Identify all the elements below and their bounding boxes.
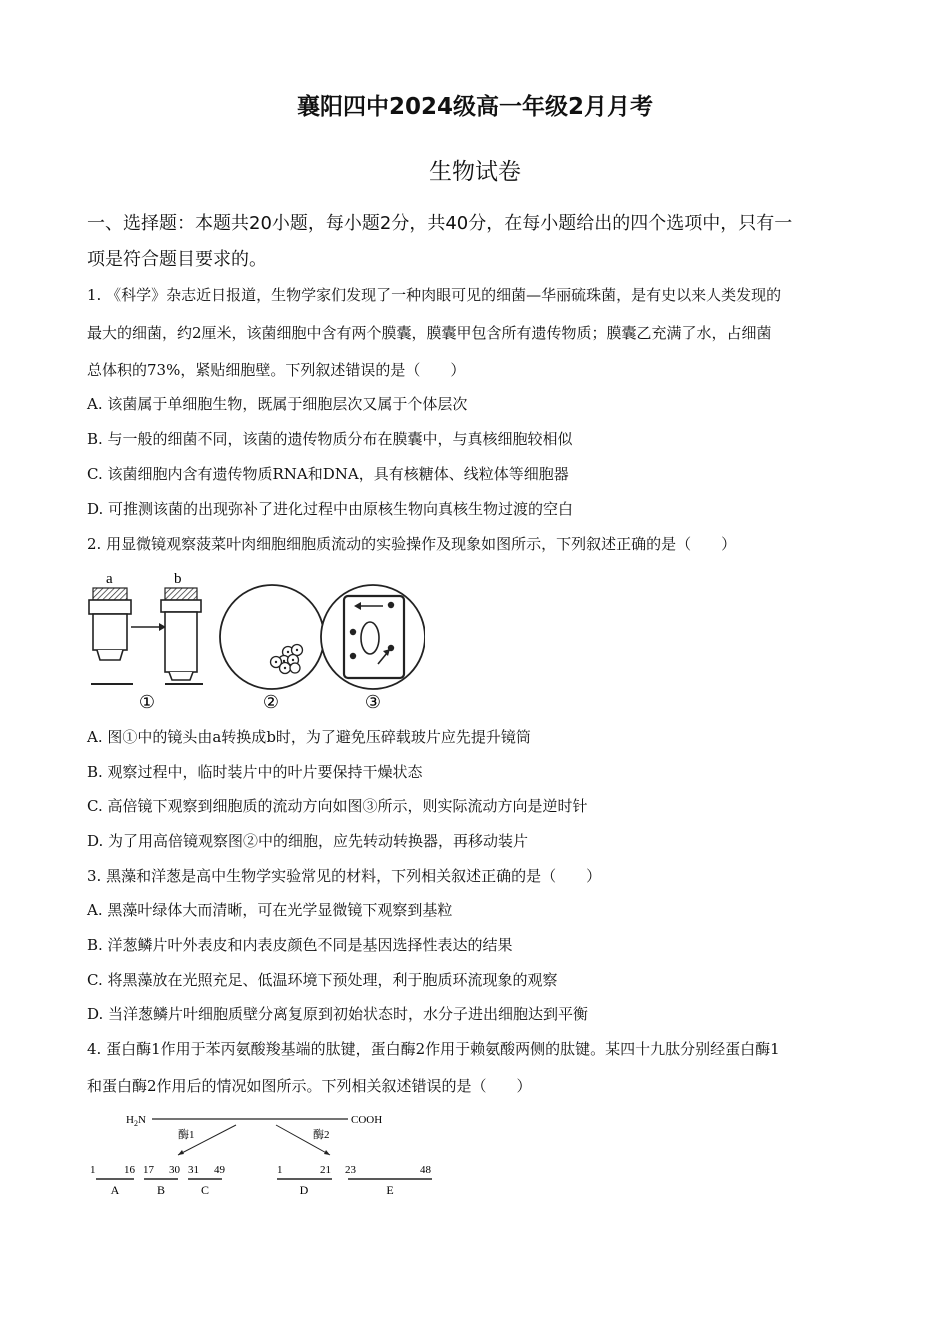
svg-text:E: E: [386, 1183, 394, 1197]
residue-numbers: [90, 1164, 432, 1176]
section-heading-line-2: 项是符合题目要求的。: [87, 249, 267, 270]
q3-option-d: D. 当洋葱鳞片叶细胞质壁分离复原到初始状态时，水分子进出细胞达到平衡: [87, 1005, 589, 1023]
svg-text:A: A: [110, 1183, 120, 1197]
q2-option-b: B. 观察过程中，临时装片中的叶片要保持干燥状态: [87, 763, 423, 781]
section-heading-line-1: 一、选择题：本题共20小题，每小题2分，共40分，在每小题给出的四个选项中，只有一: [87, 213, 793, 234]
lens-label-a: a: [106, 571, 113, 587]
exam-title: 襄阳四中2024级高一年级2月月考: [296, 94, 654, 120]
vacuole: [361, 622, 379, 654]
lens-label-b: b: [174, 571, 182, 587]
svg-text:23: 23: [345, 1164, 356, 1176]
svg-text:B: B: [156, 1183, 166, 1197]
q3-stem-line-1: 3. 黑藻和洋葱是高中生物学实验常见的材料，下列相关叙述正确的是（ ）: [87, 867, 602, 885]
q1-stem-line-1: 1. 《科学》杂志近日报道，生物学家们发现了一种肉眼可见的细菌—华丽硫珠菌，是有史以来人类发现的: [87, 286, 782, 304]
svg-text:1: 1: [90, 1164, 96, 1176]
svg-text:49: 49: [214, 1164, 225, 1176]
svg-text:1: 1: [277, 1164, 283, 1176]
q2-option-a: A. 图①中的镜头由a转换成b时，为了避免压碎载玻片应先提升镜筒: [87, 728, 531, 746]
q2-option-c: C. 高倍镜下观察到细胞质的流动方向如图③所示，则实际流动方向是逆时针: [87, 797, 588, 815]
q4-stem-line-2: 和蛋白酶2作用后的情况如图所示。下列相关叙述错误的是（ ）: [87, 1077, 532, 1095]
q1-stem-line-3: 总体积的73%，紧贴细胞壁。下列叙述错误的是（ ）: [87, 361, 466, 379]
svg-text:D: D: [299, 1183, 309, 1197]
svg-text:17: 17: [143, 1164, 154, 1176]
subject-title: 生物试卷: [429, 159, 521, 185]
q2-option-d: D. 为了用高倍镜观察图②中的细胞，应先转动转换器，再移动装片: [87, 832, 529, 850]
q1-option-a: A. 该菌属于单细胞生物，既属于细胞层次又属于个体层次: [87, 395, 468, 413]
svg-text:31: 31: [188, 1164, 199, 1176]
objective-lens-a: [89, 571, 131, 660]
q3-option-b: B. 洋葱鳞片叶外表皮和内表皮颜色不同是基因选择性表达的结果: [87, 936, 513, 954]
q4-peptide-figure: [86, 1105, 446, 1200]
q3-option-a: A. 黑藻叶绿体大而清晰，可在光学显微镜下观察到基粒: [87, 901, 453, 919]
figure-label-1: ①: [138, 692, 156, 712]
svg-text:16: 16: [124, 1164, 135, 1176]
figure-label-2: ②: [262, 692, 280, 712]
field-of-view-2: [220, 585, 324, 689]
q1-stem-line-2: 最大的细菌，约2厘米，该菌细胞中含有两个膜囊，膜囊甲包含所有遗传物质；膜囊乙充满了水，占细菌: [87, 324, 772, 342]
q1-option-b: B. 与一般的细菌不同，该菌的遗传物质分布在膜囊中，与真核细胞较相似: [87, 430, 573, 448]
svg-text:30: 30: [169, 1164, 180, 1176]
q1-option-d: D. 可推测该菌的出现弥补了进化过程中由原核生物向真核生物过渡的空白: [87, 500, 574, 518]
svg-text:C: C: [200, 1183, 210, 1197]
carboxyl-terminus-label: COOH: [351, 1114, 383, 1126]
q2-microscope-figure: [85, 566, 425, 716]
objective-lens-b: [161, 571, 201, 680]
enzyme2-label: 酶2: [313, 1129, 330, 1141]
svg-text:48: 48: [420, 1164, 431, 1176]
svg-text:21: 21: [320, 1164, 331, 1176]
figure-label-3: ③: [364, 692, 382, 712]
q4-stem-line-1: 4. 蛋白酶1作用于苯丙氨酸羧基端的肽键，蛋白酶2作用于赖氨酸两侧的肽键。某四十九肽分别经蛋白酶1: [87, 1040, 780, 1058]
amino-terminus-label: $H_2N$: [126, 1114, 146, 1128]
enzyme1-label: 酶1: [178, 1129, 195, 1141]
q1-option-c: C. 该菌细胞内含有遗传物质RNA和DNA，具有核糖体、线粒体等细胞器: [87, 465, 569, 483]
q3-option-c: C. 将黑藻放在光照充足、低温环境下预处理，利于胞质环流现象的观察: [87, 971, 558, 989]
fragment-labels: [111, 1183, 394, 1197]
q2-stem-line-1: 2. 用显微镜观察菠菜叶肉细胞细胞质流动的实验操作及现象如图所示，下列叙述正确的是（ ）: [87, 535, 737, 553]
